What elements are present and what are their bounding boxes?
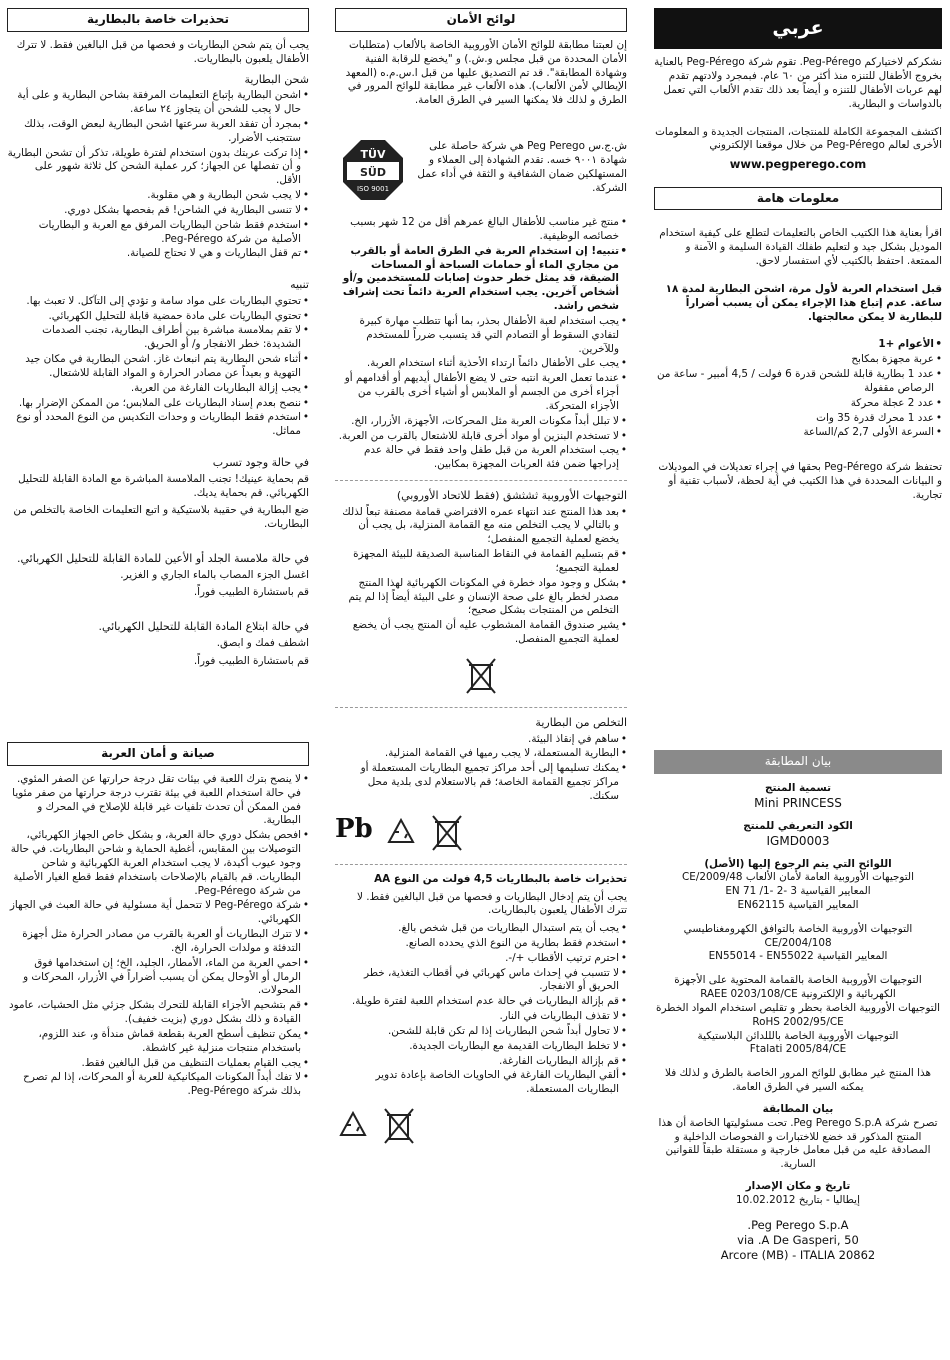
disposal-item: • ساهم في إنقاذ البيئة. bbox=[335, 733, 627, 747]
emc-line: المعايير القياسية EN55014 - EN55022 bbox=[708, 950, 888, 963]
maintenance-item: • لا ينصح بترك اللعبة في بيئات تقل درجة حرارتها عن الصفر المئوي. في حالة استخدام اللعبة في بيئة تقترب درجة حرارتها من صفر مئويا فمن الممكن أن تحدث تلفيات غير قابلة للإصلاح في المحرك و البطارية. bbox=[7, 773, 309, 828]
intro-paragraph-2: اكتشف المجموعة الكاملة للمنتجات، المنتجات الجديدة و المعلومات الأخرى لعالم Peg-Pérego من خلال موقعنا الإلكتروني bbox=[655, 125, 942, 152]
crossed-bin-icon bbox=[463, 655, 499, 699]
aa-item: • لا تخلط البطاريات القديمة مع البطاريات الجديدة. bbox=[335, 1040, 627, 1054]
charging-item: • لا يجب شحن البطارية و هي مقلوبة. bbox=[7, 189, 309, 203]
skin-contact-text: اغسل الجزء المصاب بالماء الجاري و الغزير. bbox=[120, 568, 309, 581]
conformity-title: بيان المطابقة bbox=[762, 1102, 834, 1115]
aa-item: • استخدم فقط بطارية من النوع الذي يحدده الصانع. bbox=[335, 937, 627, 951]
safety-paragraph: إن لعبتنا مطابقة للوائح الأمان الأوروبية الخاصة بالألعاب (متطلبات الأمان المحددة من قبل مجلس و.ش.) و "يخضع للرقابة الفنية وشهادة المطابقة". قد تم التصديق عليها من قبل ا.س.م.ه (المعهد الإيطالي لأمن الألعاب). هذه الألعاب غير مطابقة للوائح المرور في الطرق و لذلك فلا يمكنها السير في الطرق العامة. bbox=[345, 38, 627, 107]
recycle-icon bbox=[335, 1105, 371, 1149]
caution-item: • يجب إزالة البطاريات الفارغة من العربة. bbox=[7, 382, 309, 396]
conformity-text: تصرح شركة Peg Perego S.p.A. تحت مسئوليتها الخاصة أن هذا المنتج المذكور قد خضع للاختبارات و الفحوصات الداخلية و المصادقة عليه من قبل معامل خارجية و مستقلة طبقاً للقوانين السارية. bbox=[658, 1116, 938, 1171]
aa-item: • ألقي البطاريات الفارغة في الحاويات الخاصة بإعادة تدوير البطاريات المستعملة. bbox=[335, 1069, 627, 1097]
warning-item: • لا تبلل أبداً مكونات العربة مثل المحركات، الأجهزة، الأزرار، الخ. bbox=[335, 415, 627, 429]
skin-contact-title: في حالة ملامسة الجلد أو الأعين للمادة القابلة للتحليل الكهربائي. bbox=[17, 552, 309, 566]
regulation-line: المعايير القياسية EN62115 bbox=[737, 899, 859, 911]
maintenance-item: • شركة Peg-Pérego لا تتحمل أية مسئولية في حالة العبث في الجهاز الكهربائي. bbox=[7, 899, 309, 927]
warning-item: • منتج غير مناسب للأطفال البالغ عمرهم أقل من 12 شهر بسبب خصائصه الوظيفية. bbox=[335, 216, 627, 244]
aa-item: • يجب أن يتم استبدال البطاريات من قبل شخص بالغ. bbox=[335, 922, 627, 936]
battery-intro: يجب أن يتم شحن البطاريات و فحصها من قبل البالغين فقط. لا تترك الأطفال يلعبون بالبطاريات. bbox=[16, 38, 309, 65]
warning-item: • يجب على الأطفال دائماً ارتداء الأحذية أثناء استخدام العربة. bbox=[335, 357, 627, 371]
aa-intro: يجب أن يتم إدخال البطاريات و فحصها من قبل البالغين فقط. لا تترك الأطفال يلعبون بالبطاريات. bbox=[357, 890, 627, 917]
maintenance-item: • قم بتشحيم الأجزاء القابلة للتحرك بشكل جزئي مثل الحشيات، عامود القيادة و ذلك بشكل دوري (بزيت خفيف). bbox=[7, 999, 309, 1027]
certification-paragraph: ش.ج.س Peg Perego هي شركة حاصلة على شهادة ٩٠٠١ خسه. تقدم الشهادة إلى العملاء و المستهلكين ضمان الشفافية و الثقة في أداء عمل الشركة. bbox=[417, 140, 627, 194]
safety-header: لوائح الأمان bbox=[335, 8, 627, 32]
spec-item: • السرعة الأولى 2,7 كم/الساعة bbox=[654, 426, 942, 440]
aa-item: • لا تحاول أبداً شحن البطاريات إذا لم تكن قابلة للشحن. bbox=[335, 1025, 627, 1039]
crossed-bin-icon bbox=[429, 812, 465, 856]
emc-line: التوجيهات الأوروبية الخاصة بالتوافق الكهرومغناطيسي bbox=[683, 922, 913, 935]
intro-paragraph: نشكركم لاختياركم Peg-Pérego. تقوم شركة Peg-Pérego بالعناية بخروج الأطفال للتنزه منذ أكثر من ٦٠ عام. فبمجرد ولادتهم تقدم لهم عربات الأطفال للتنزه و أيضاً بعد ذلك تقدم الألعاب التي تعمل بالدواسات و البطارية. bbox=[654, 56, 942, 110]
website-link[interactable]: www.pegperego.com bbox=[729, 157, 867, 172]
product-code-title: الكود التعريفي للمنتج bbox=[743, 819, 853, 832]
disposal-item: • يمكنك تسليمها إلى أحد مراكز تجميع البطاريات المستعملة أو مراكز تجميع القمامة الخاصة؛ قم بالاستعلام لدى بلدية محل سكنك. bbox=[335, 762, 627, 803]
spec-item: • عدد 1 بطارية قابلة للشحن قدرة 6 فولت / 4,5 أمبير - ساعة من الرصاص مقفولة bbox=[654, 368, 942, 396]
maintenance-item: • لا تترك البطاريات أو العربة بالقرب من مصادر الحرارة مثل أجهزة التدفئة و مولدات الحرارة، الخ. bbox=[7, 928, 309, 956]
ingestion-text: اشطف فمك و ابصق. bbox=[216, 636, 309, 649]
charging-item: • بمجرد أن تفقد العربة سرعتها اشحن البطارية لبعض الوقت، بذلك ستتجنب الأضرار. bbox=[7, 118, 309, 146]
iso-text: ISO 9001 bbox=[356, 185, 390, 194]
crossed-bin-icon bbox=[381, 1105, 417, 1149]
company-name: Peg Perego S.p.A. bbox=[747, 1217, 849, 1232]
maintenance-item: • لا تفك أبداً المكونات الميكانيكية للعربة أو المحركات، إذا لم تصرح بذلك شركة Peg-Pérego. bbox=[7, 1071, 309, 1099]
company-street: via .A De Gasperi, 50 bbox=[737, 1233, 859, 1248]
warning-item: • تنبيه! إن استخدام العربة في الطرق العامة أو بالقرب من مجاري الماء أو حمامات السباحة أو المساحات الضيقة، قد يمثل خطر حدوث إصابات للمستخدمين و/أو أشخاص آخرين. يجب استخدام العربة دائماً تحت إشراف شخص راشد. bbox=[335, 245, 627, 314]
caution-item: • ننصح بعدم إسناد البطاريات على الملابس؛ من الممكن الإضرار بها. bbox=[7, 397, 309, 411]
charging-list bbox=[7, 89, 309, 261]
recycle-icon bbox=[383, 812, 419, 856]
emc-line: 2004/108/CE bbox=[764, 936, 832, 949]
caution-item: • تحتوي البطاريات على مواد سامة و تؤدي إلى التآكل. لا تعبث بها. bbox=[7, 295, 309, 309]
maintenance-item: • يجب القيام بعمليات التنظيف من قبل البالغين فقط. bbox=[7, 1057, 309, 1071]
warning-item: • يجب استخدام العربة من قبل طفل واحد فقط في حالة عدم إدراجها ضمن فئة العربات المجهزة بمكابين. bbox=[335, 444, 627, 472]
info-paragraph: اقرأ بعناية هذا الكتيب الخاص بالتعليمات لتطلع على كيفية استخدام الموديل بشكل جيد و لتعليم طفلك القيادة السليمة و الآمنة و الممتعة. احتفظ بالكتيب لأي استفسار لاحق. bbox=[659, 227, 942, 268]
regulation-line: المعايير القياسية 3 -2 -1/ EN 71 bbox=[725, 885, 871, 898]
charging-item: • لا تنسى البطارية في الشاحن! قم بفحصها بشكل دوري. bbox=[7, 204, 309, 218]
issue-date-title: تاريخ و مكان الإصدار bbox=[745, 1180, 851, 1193]
rohs-line: التوجيهات الأوروبية الخاصة بحظر و تقليص استخدام المواد الخطرة RoHS 2002/95/CE bbox=[656, 1001, 940, 1028]
maintenance-item: • افحص بشكل دوري حالة العربة، و بشكل خاص الجهاز الكهربائي، التوصيلات بين المقابس، أغطية الحماية و شاحن البطاريات. في حالة وجود عيوب أكيدة، لا يجب استخدام العربة الكهربائية و شاحن البطاريات. قم بالقيام بالإصلاحات باستخدام فقط قطع الغيار الأصلية من شركة Peg-Pérego. bbox=[7, 829, 309, 898]
caution-item: • تحتوي البطاريات على مادة حمضية قابلة للتحليل الكهربائي. bbox=[7, 310, 309, 324]
product-name: Mini PRINCESS bbox=[754, 795, 842, 810]
product-code: IGMD0003 bbox=[766, 833, 830, 848]
language-title: عربي bbox=[654, 8, 942, 49]
charging-item: • استخدم فقط شاحن البطاريات المرفق مع العربة و البطاريات الأصلية من شركة Peg-Pérego. bbox=[7, 219, 309, 247]
leak-text: قم بحماية عينيك! تجنب الملامسة المباشرة مع المادة القابلة للتحليل الكهربائي. قم بحماية يديك. bbox=[18, 472, 309, 499]
warning-item: • لا تستخدم البنزين أو مواد أخرى قابلة للاشتعال بالقرب من العربة. bbox=[335, 430, 627, 444]
battery-disposal-title: التخلص من البطارية bbox=[535, 715, 627, 729]
regulations-title: اللوائح التي يتم الرجوع إليها (الأصل) bbox=[704, 857, 892, 870]
spec-item: • عدد 1 محرك قدرة 35 وات bbox=[654, 412, 942, 426]
weee-list bbox=[335, 506, 627, 647]
aa-item: • قم بإزالة البطاريات في حالة عدم استخدام اللعبة لفترة طويلة. bbox=[335, 995, 627, 1009]
ingestion-text: قم باستشارة الطبيب فوراً. bbox=[193, 654, 309, 667]
battery-disposal-list bbox=[335, 733, 627, 804]
age-item: • الأعوام +1 bbox=[654, 338, 942, 352]
weee-title: التوجيهات الأوروبية ثشثشق (فقط للاتحاد الأوروبي) bbox=[396, 489, 627, 502]
charging-item: • اشحن البطارية بإتباع التعليمات المرفقة بشاحن البطارية و على أية حال لا يجب للشحن أن يتجاوز ٢٤ ساعة. bbox=[7, 89, 309, 117]
aa-item: • لا تقذف البطاريات في النار. bbox=[335, 1010, 627, 1024]
leak-text: ضع البطارية في حقيبة بلاستيكية و اتبع التعليمات الخاصة بالتخلص من البطاريات. bbox=[13, 504, 309, 531]
product-name-title: تسمية المنتج bbox=[764, 781, 831, 794]
skin-contact-text: قم باستشارة الطبيب فوراً. bbox=[193, 586, 309, 599]
disposal-item: • البطارية المستعملة، لا يجب رميها في القمامة المنزلية. bbox=[335, 747, 627, 761]
caution-item: • أثناء شحن البطارية يتم انبعاث غاز. اشحن البطارية في مكان جيد التهوية و بعيداً عن مصادر الحرارة و المواد القابلة للاشتعال. bbox=[7, 353, 309, 381]
declaration-header: بيان المطابقة bbox=[654, 750, 942, 774]
important-info-header: معلومات هامة bbox=[654, 187, 942, 211]
safety-warnings-list bbox=[335, 216, 627, 472]
weee-item: • بشكل و وجود مواد خطرة في المكونات الكهربائية لهذا المنتج مصدر لخطر بالغ على صحة الإنسان و على البيئة أيضاً إذا لم يتم التخلص من المنتجات بشكل صحيح؛ bbox=[335, 577, 627, 618]
battery-warnings-header: تحذيرات خاصة بالبطارية bbox=[7, 8, 309, 32]
column-right bbox=[654, 8, 942, 1352]
spec-item: • عربة مجهزة بمكابح bbox=[654, 353, 942, 367]
tuv-certification-icon bbox=[341, 138, 405, 202]
leak-title: في حالة وجود تسرب bbox=[212, 456, 309, 470]
sud-text: SÜD bbox=[360, 166, 386, 180]
warning-item: • يجب استخدام لعبة الأطفال بحذر، بما أنها تتطلب مهارة كبيرة لتفادي السقوط أو التصادم التي قد يتسبب ضرراً للمستخدم وللآخرين. bbox=[335, 315, 627, 356]
specs-list bbox=[654, 338, 942, 440]
declaration-block bbox=[654, 750, 942, 1264]
aa-item: • لا تتسبب في إحداث ماس كهربائي في أقطاب التغذية، خطر الحريق أو الانفجار. bbox=[335, 967, 627, 995]
phthalates-line: التوجيهات الأوروبية الخاصة بالللدائن البلاستيكية bbox=[697, 1029, 899, 1042]
column-left bbox=[7, 8, 309, 1352]
maintenance-block bbox=[7, 742, 309, 1100]
charging-title: شحن البطارية bbox=[244, 72, 309, 86]
weee-item: • يشير صندوق القمامة المشطوب عليه أن المنتج يجب أن يخضع لعملية التجميع المنفصل. bbox=[335, 619, 627, 647]
aa-batteries-list bbox=[335, 922, 627, 1097]
rights-paragraph: تحتفظ شركة Peg-Pérego بحقها في إجراء تعديلات في الموديلات و البيانات المحددة في هذا الكتيب في أية لحظة، لأسباب تقنية أو تجارية. bbox=[658, 461, 942, 501]
warning-item: • عندما تعمل العربة انتبه حتى لا يضع الأطفال أيديهم أو أقدامهم أو أجزاء أخرى من الجسم أو الملابس أو أشياء أخرى بالقرب من الأجزاء المتحركة. bbox=[335, 372, 627, 413]
aa-item: • قم بإزالة البطاريات الفارغة. bbox=[335, 1055, 627, 1069]
lead-pb-icon: Pb bbox=[335, 813, 373, 844]
company-city: 20862 Arcore (MB) - ITALIA bbox=[720, 1248, 876, 1263]
spec-item: • عدد 2 عجلة محركة bbox=[654, 397, 942, 411]
weee-item: • قم بتسليم القمامة في النقاط المناسبة الصديقة للبيئة المجهزة لعملية التجميع؛ bbox=[335, 548, 627, 576]
caution-item: • استخدم فقط البطاريات و وحدات التكديس من النوع المحدد أو نوع مماثل. bbox=[7, 411, 309, 439]
tuv-text: TÜV bbox=[360, 148, 386, 162]
caution-item: • لا تقم بملامسة مباشرة بين أطراف البطارية، تجنب الصدمات الشديدة: خطر الانفجار و/ أو الحريق. bbox=[7, 324, 309, 352]
weee-item: • بعد هذا المنتج عند انتهاء عمره الافتراضي قمامة مصنفة تبعاً لذلك و بالتالي لا يجب التخلص منه مع القمامة المنزلية، بل يجب أن يخضع لعملية التجميع المنفصل؛ bbox=[335, 506, 627, 547]
maintenance-item: • يمكن تنظيف أسطح العربة بقطعة قماش مندأة و، عند اللزوم، باستخدام منتجات منزلية غير كاشطة. bbox=[7, 1028, 309, 1056]
column-middle bbox=[335, 8, 627, 1352]
ingestion-title: في حالة ابتلاع المادة القابلة للتحليل الكهربائي. bbox=[98, 620, 309, 634]
caution-list bbox=[7, 295, 309, 439]
info-charge-paragraph: قبل استخدام العربة لأول مرة، اشحن البطارية لمدة ١٨ ساعة. عدم إتباع هذا الإجراء يمكن أن يسبب أضراراً للبطارية لا يمكن معالجتها. bbox=[665, 282, 942, 323]
road-notice: هذا المنتج غير مطابق للوائح المرور الخاصة بالطرق و لذلك فلا يمكنه السير في الطرق العامة. bbox=[665, 1067, 931, 1094]
caution-title: تنبيه bbox=[290, 278, 309, 292]
charging-item: • تم قفل البطاريات و هي لا تحتاج للصيانة. bbox=[7, 247, 309, 261]
regulation-line: التوجيهات الأوروبية العامة لأمان الألعاب 2009/48/CE bbox=[682, 871, 914, 884]
raee-line: التوجيهات الأوروبية الخاصة بالقمامة المحتوية على الأجهزة الكهربائية و الإلكترونية RAEE 0203/108/CE bbox=[674, 974, 922, 1001]
maintenance-header: صيانة و أمان العربة bbox=[7, 742, 309, 766]
charging-item: • إذا تركت عربتك بدون استخدام لفترة طويلة، تذكر أن تشحن البطارية و أن تفصلها عن الجهاز؛ كرر عملية الشحن كل ثلاثة شهور على الأقل. bbox=[7, 147, 309, 188]
aa-item: • احترم ترتيب الأقطاب +/-. bbox=[335, 952, 627, 966]
phthalates-code: Ftalati 2005/84/CE bbox=[749, 1043, 847, 1056]
maintenance-list bbox=[7, 773, 309, 1099]
aa-batteries-title: تحذيرات خاصة بالبطاريات 4,5 فولت من النوع AA bbox=[374, 872, 627, 885]
issue-date: إيطاليا - بتاريخ 10.02.2012 bbox=[736, 1193, 860, 1206]
maintenance-item: • احمي العربة من الماء، الأمطار، الجليد، الخ؛ إن استخدامها فوق الرمال أو الأوحال يمكن أن يسبب أضراراً في الأزرار، المحركات و المحولات. bbox=[7, 957, 309, 998]
